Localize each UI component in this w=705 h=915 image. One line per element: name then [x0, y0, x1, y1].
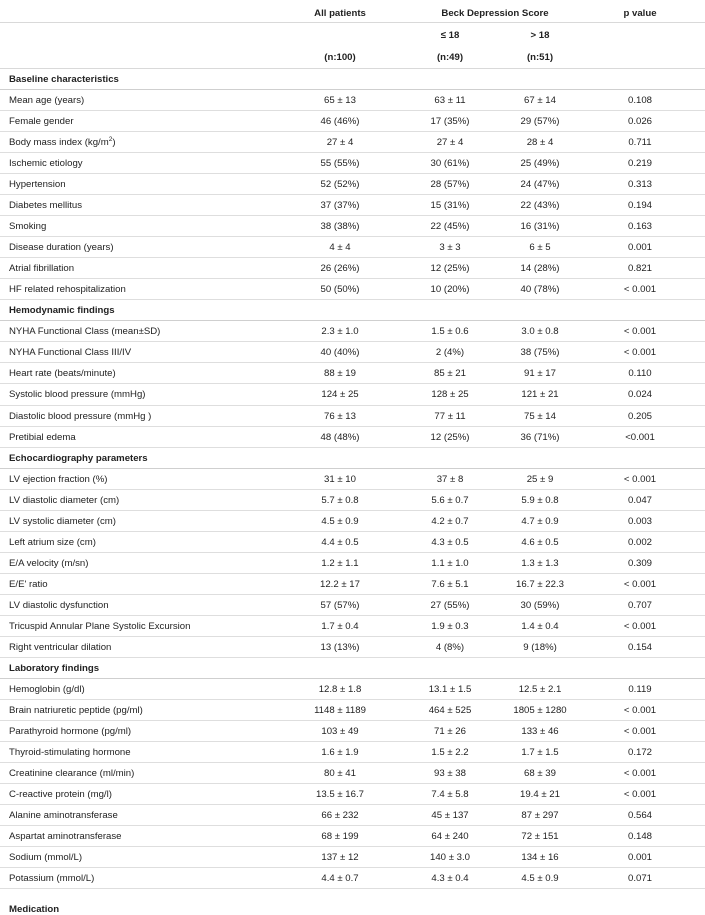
value-p: 0.205	[627, 410, 652, 422]
value-le18: 17 (35%)	[430, 116, 470, 128]
table-row	[0, 153, 705, 174]
row-label: Female gender	[9, 116, 74, 128]
row-label: Smoking	[9, 221, 47, 233]
value-all-patients: 103 ± 49	[321, 725, 359, 737]
value-p: 0.313	[627, 179, 652, 191]
value-le18: 1.5 ± 0.6	[431, 326, 469, 338]
header-divider	[0, 22, 705, 23]
row-label: Alanine aminotransferase	[9, 810, 118, 822]
value-le18: 1.1 ± 1.0	[431, 557, 469, 569]
value-gt18: 9 (18%)	[523, 641, 557, 653]
table-row	[0, 216, 705, 237]
col-gt18: > 18	[530, 30, 550, 41]
value-le18: 464 ± 525	[428, 704, 472, 716]
row-label: Left atrium size (cm)	[9, 536, 96, 548]
table-row	[0, 637, 705, 658]
table-row	[0, 469, 705, 490]
section-header	[0, 300, 705, 321]
value-gt18: 87 ± 297	[521, 810, 559, 822]
table-row	[0, 616, 705, 637]
table-row	[0, 763, 705, 784]
col-all-patients: All patients	[314, 8, 366, 19]
table-row	[0, 237, 705, 258]
n-gt18: (n:51)	[526, 52, 554, 63]
table-row	[0, 700, 705, 721]
value-p: 0.564	[627, 810, 652, 822]
value-gt18: 72 ± 151	[521, 831, 559, 843]
value-le18: 13.1 ± 1.5	[428, 683, 472, 695]
value-all-patients: 65 ± 13	[324, 95, 356, 107]
value-all-patients: 1.7 ± 0.4	[321, 620, 359, 632]
table-row	[0, 321, 705, 342]
value-p: < 0.001	[623, 725, 657, 737]
value-p: < 0.001	[623, 284, 657, 296]
table-row	[0, 132, 705, 153]
row-label: Hypertension	[9, 179, 66, 191]
value-gt18: 91 ± 17	[524, 368, 556, 380]
value-all-patients: 66 ± 232	[321, 810, 359, 822]
value-all-patients: 1148 ± 1189	[314, 704, 366, 716]
value-p: < 0.001	[623, 789, 657, 801]
value-all-patients: 2.3 ± 1.0	[321, 326, 359, 338]
value-le18: 12 (25%)	[430, 263, 470, 275]
value-gt18: 4.7 ± 0.9	[521, 515, 559, 527]
table-row	[0, 111, 705, 132]
value-all-patients: 37 (37%)	[320, 200, 360, 212]
row-label: Aspartat aminotransferase	[9, 831, 122, 843]
value-le18: 7.4 ± 5.8	[431, 789, 469, 801]
table-row	[0, 363, 705, 384]
value-all-patients: 12.8 ± 1.8	[318, 683, 362, 695]
value-p: 0.148	[627, 831, 652, 843]
value-all-patients: 50 (50%)	[320, 284, 360, 296]
section-title: Laboratory findings	[9, 662, 100, 674]
value-le18: 27 (55%)	[430, 599, 470, 611]
value-le18: 1.9 ± 0.3	[431, 620, 469, 632]
row-label: Diabetes mellitus	[9, 200, 83, 212]
value-le18: 128 ± 25	[431, 389, 469, 401]
value-all-patients: 13 (13%)	[320, 641, 360, 653]
value-all-patients: 27 ± 4	[326, 137, 354, 149]
row-label: Right ventricular dilation	[9, 641, 112, 653]
value-p: < 0.001	[623, 347, 657, 359]
table-row	[0, 342, 705, 363]
value-all-patients: 1.2 ± 1.1	[321, 557, 359, 569]
row-label: Mean age (years)	[9, 95, 85, 107]
value-p: 0.219	[627, 158, 652, 170]
value-gt18: 25 ± 9	[526, 473, 554, 485]
value-le18: 93 ± 38	[434, 768, 466, 780]
table-row	[0, 679, 705, 700]
value-p: 0.001	[627, 852, 652, 864]
table-row	[0, 384, 705, 405]
value-p: < 0.001	[623, 473, 657, 485]
value-all-patients: 26 (26%)	[320, 263, 360, 275]
value-gt18: 4.6 ± 0.5	[521, 536, 559, 548]
value-all-patients: 4 ± 4	[329, 242, 351, 254]
value-all-patients: 4.4 ± 0.7	[321, 873, 359, 885]
value-p: < 0.001	[623, 768, 657, 780]
value-all-patients: 13.5 ± 16.7	[316, 789, 364, 801]
row-label: Atrial fibrillation	[9, 263, 75, 275]
value-p: 0.024	[627, 389, 652, 401]
value-gt18: 14 (28%)	[520, 263, 560, 275]
table-row	[0, 174, 705, 195]
col-p-value: p value	[623, 8, 657, 19]
value-gt18: 5.9 ± 0.8	[521, 494, 559, 506]
row-label: Ischemic etiology	[9, 158, 83, 170]
value-all-patients: 4.4 ± 0.5	[321, 536, 359, 548]
value-le18: 37 ± 8	[436, 473, 464, 485]
value-le18: 4.3 ± 0.4	[431, 873, 469, 885]
table-row	[0, 595, 705, 616]
row-label: LV diastolic diameter (cm)	[9, 494, 120, 506]
value-gt18: 40 (78%)	[520, 284, 560, 296]
value-gt18: 1.3 ± 1.3	[521, 557, 559, 569]
value-all-patients: 46 (46%)	[320, 116, 360, 128]
medication-section-title: Medication	[9, 904, 60, 915]
section-title: Baseline characteristics	[9, 74, 119, 85]
value-le18: 22 (45%)	[430, 221, 470, 233]
section-header	[0, 69, 705, 90]
section-header	[0, 658, 705, 679]
row-label: Potassium (mmol/L)	[9, 873, 95, 885]
value-gt18: 30 (59%)	[520, 599, 560, 611]
row-label: C-reactive protein (mg/l)	[9, 789, 112, 801]
value-p: 0.194	[627, 200, 652, 212]
table-row	[0, 511, 705, 532]
row-label: LV diastolic dysfunction	[9, 599, 109, 611]
value-all-patients: 48 (48%)	[320, 431, 360, 443]
table-row	[0, 490, 705, 511]
table-row	[0, 868, 705, 889]
value-le18: 7.6 ± 5.1	[431, 578, 469, 590]
value-all-patients: 1.6 ± 1.9	[321, 747, 359, 758]
value-p: 0.003	[627, 515, 652, 527]
row-label: Pretibial edema	[9, 431, 76, 443]
value-gt18: 1.4 ± 0.4	[521, 620, 559, 632]
section-title: Hemodynamic findings	[9, 305, 115, 317]
value-p: < 0.001	[623, 704, 657, 716]
value-gt18: 67 ± 14	[524, 95, 556, 107]
table-row	[0, 258, 705, 279]
value-p: 0.108	[627, 95, 652, 107]
table-row	[0, 553, 705, 574]
value-gt18: 75 ± 14	[524, 410, 556, 422]
row-label: E/A velocity (m/sn)	[9, 557, 89, 569]
value-all-patients: 124 ± 25	[321, 389, 359, 401]
table-header	[0, 0, 705, 68]
value-p: 0.071	[627, 873, 652, 885]
value-all-patients: 88 ± 19	[324, 368, 356, 380]
value-p: 0.110	[628, 368, 652, 380]
table-row	[0, 805, 705, 826]
value-all-patients: 55 (55%)	[320, 158, 360, 170]
value-p: 0.154	[627, 641, 652, 653]
value-gt18: 12.5 ± 2.1	[518, 683, 562, 695]
value-p: 0.821	[627, 263, 652, 275]
value-p: <0.001	[625, 431, 655, 443]
value-le18: 4 (8%)	[435, 641, 465, 653]
value-all-patients: 40 (40%)	[320, 347, 360, 359]
value-gt18: 1.7 ± 1.5	[521, 747, 559, 758]
section-title: Echocardiography parameters	[9, 452, 148, 464]
value-gt18: 134 ± 16	[521, 852, 559, 864]
value-all-patients: 31 ± 10	[324, 473, 356, 485]
value-gt18: 4.5 ± 0.9	[521, 873, 559, 885]
value-gt18: 121 ± 21	[521, 389, 559, 401]
value-all-patients: 80 ± 41	[324, 768, 356, 780]
row-label: Systolic blood pressure (mmHg)	[9, 389, 146, 401]
value-gt18: 3.0 ± 0.8	[521, 326, 559, 338]
value-p: 0.047	[627, 494, 652, 506]
table-row	[0, 427, 705, 448]
row-label: NYHA Functional Class (mean±SD)	[9, 326, 161, 338]
row-label: LV ejection fraction (%)	[9, 473, 108, 485]
value-le18: 12 (25%)	[430, 431, 470, 443]
value-le18: 4.2 ± 0.7	[431, 515, 469, 527]
value-gt18: 28 ± 4	[526, 137, 554, 149]
section-header	[0, 448, 705, 469]
value-all-patients: 5.7 ± 0.8	[321, 494, 359, 506]
value-all-patients: 4.5 ± 0.9	[321, 515, 359, 527]
row-label: Brain natriuretic peptide (pg/ml)	[9, 704, 143, 716]
row-label: Body mass index $(kg/m^2)$	[9, 135, 116, 149]
row-label: Creatinine clearance (ml/min)	[9, 768, 135, 780]
value-le18: 64 ± 240	[431, 831, 469, 843]
value-p: 0.309	[627, 557, 652, 569]
n-le18: (n:49)	[436, 52, 464, 63]
value-gt18: 38 (75%)	[520, 347, 560, 359]
value-le18: 77 ± 11	[434, 410, 466, 422]
row-label: NYHA Functional Class III/IV	[9, 347, 132, 359]
value-all-patients: 137 ± 12	[321, 852, 359, 864]
value-le18: 3 ± 3	[439, 242, 461, 254]
row-label: Hemoglobin (g/dl)	[9, 683, 85, 695]
row-label: E/E' ratio	[9, 578, 48, 590]
value-gt18: 29 (57%)	[520, 116, 560, 128]
table-row	[0, 574, 705, 595]
table-body	[0, 69, 705, 889]
value-p: < 0.001	[623, 578, 657, 590]
table-row	[0, 826, 705, 847]
n-all: (n:100)	[324, 52, 356, 63]
table-row	[0, 721, 705, 742]
value-gt18: 6 ± 5	[529, 242, 551, 254]
value-le18: 28 (57%)	[430, 179, 470, 191]
table-row	[0, 195, 705, 216]
row-label: Tricuspid Annular Plane Systolic Excursion	[9, 620, 191, 632]
table-row	[0, 406, 705, 427]
row-label: Sodium (mmol/L)	[9, 852, 83, 864]
value-all-patients: 12.2 ± 17	[320, 578, 360, 590]
value-le18: 140 ± 3.0	[430, 852, 470, 864]
value-all-patients: 38 (38%)	[320, 221, 360, 233]
value-p: 0.163	[627, 221, 652, 233]
table-row	[0, 90, 705, 111]
value-gt18: 22 (43%)	[520, 200, 560, 212]
value-le18: 85 ± 21	[434, 368, 466, 380]
value-p: < 0.001	[623, 326, 657, 338]
value-le18: 45 ± 137	[431, 810, 469, 822]
col-le18: ≤ 18	[440, 30, 460, 41]
row-label: Thyroid-stimulating hormone	[9, 747, 131, 758]
value-gt18: 133 ± 46	[521, 725, 559, 737]
value-p: 0.172	[627, 747, 652, 758]
value-p: 0.002	[627, 536, 652, 548]
value-le18: 2 (4%)	[435, 347, 465, 359]
value-le18: 30 (61%)	[430, 158, 470, 170]
table-row	[0, 279, 705, 300]
value-le18: 63 ± 11	[434, 95, 466, 107]
value-gt18: 25 (49%)	[520, 158, 560, 170]
value-all-patients: 76 ± 13	[324, 410, 356, 422]
value-p: 0.119	[628, 683, 652, 695]
row-label: Heart rate (beats/minute)	[9, 368, 116, 380]
value-le18: 10 (20%)	[430, 284, 470, 296]
value-gt18: 16 (31%)	[520, 221, 560, 233]
value-le18: 15 (31%)	[430, 200, 470, 212]
value-gt18: 24 (47%)	[520, 179, 560, 191]
table-row	[0, 784, 705, 805]
row-label: Parathyroid hormone (pg/ml)	[9, 725, 132, 737]
value-le18: 27 ± 4	[436, 137, 464, 149]
value-le18: 5.6 ± 0.7	[431, 494, 469, 506]
value-gt18: 36 (71%)	[520, 431, 560, 443]
value-gt18: 1805 ± 1280	[513, 704, 567, 716]
col-beck-depression-score: Beck Depression Score	[441, 8, 549, 19]
row-label: Disease duration (years)	[9, 242, 114, 254]
row-label: Diastolic blood pressure (mmHg )	[9, 410, 152, 422]
table-row	[0, 532, 705, 553]
value-p: < 0.001	[623, 620, 657, 632]
value-p: 0.001	[627, 242, 652, 254]
value-p: 0.026	[627, 116, 652, 128]
value-le18: 4.3 ± 0.5	[431, 536, 469, 548]
table-row	[0, 742, 705, 763]
row-label: LV systolic diameter (cm)	[9, 515, 116, 527]
row-label: HF related rehospitalization	[9, 284, 126, 296]
value-p: 0.707	[627, 599, 652, 611]
value-le18: 71 ± 26	[434, 725, 466, 737]
table-row	[0, 847, 705, 868]
value-p: 0.711	[628, 137, 652, 149]
value-all-patients: 57 (57%)	[320, 599, 360, 611]
value-gt18: 16.7 ± 22.3	[516, 578, 564, 590]
value-gt18: 19.4 ± 21	[520, 789, 560, 801]
value-all-patients: 68 ± 199	[321, 831, 359, 843]
value-all-patients: 52 (52%)	[320, 179, 360, 191]
value-le18: 1.5 ± 2.2	[431, 747, 469, 758]
value-gt18: 68 ± 39	[524, 768, 556, 780]
